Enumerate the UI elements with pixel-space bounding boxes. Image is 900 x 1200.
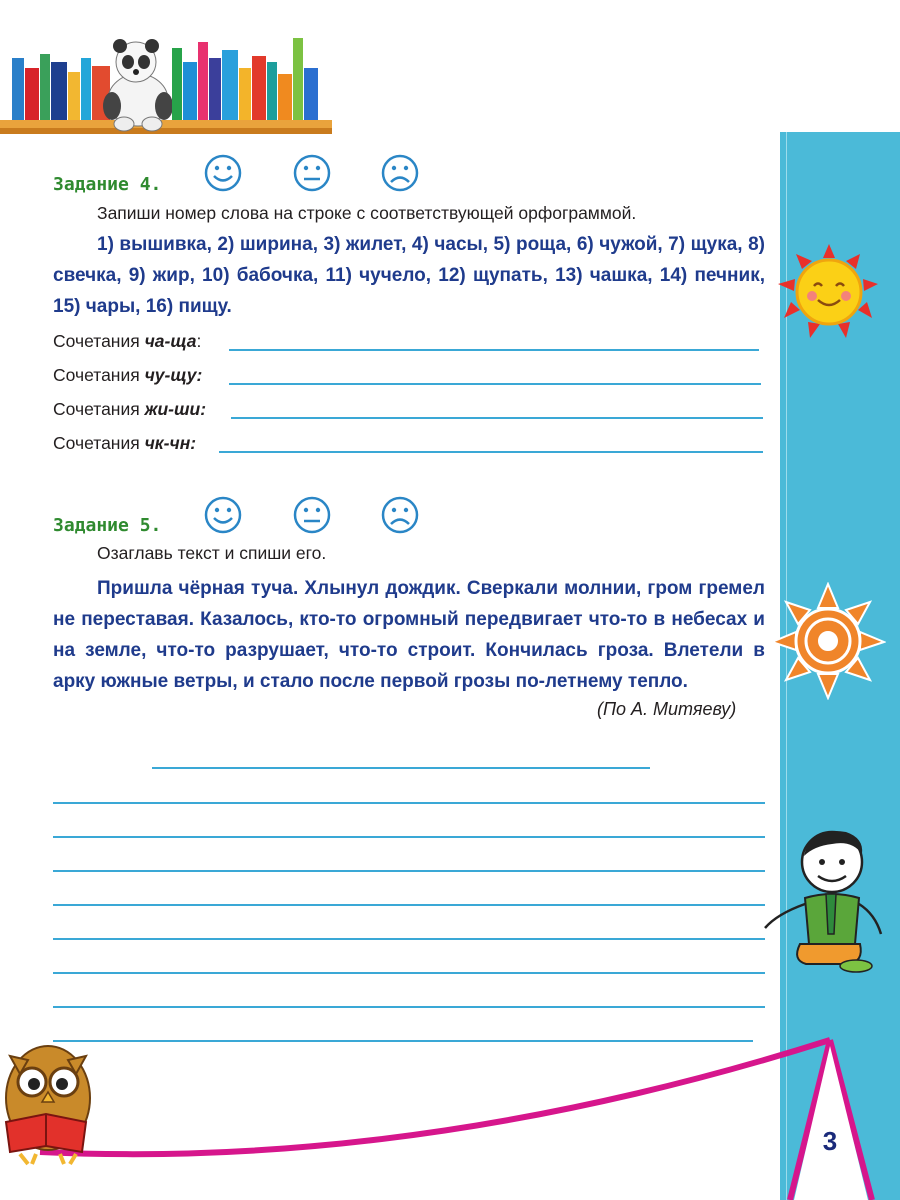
sad-face-icon[interactable]: [380, 495, 420, 535]
writing-line[interactable]: [53, 904, 765, 906]
task-5-text: Пришла чёрная туча. Хлынул дождик. Сверкали молнии, гром гремел не переставая. Казалось, кто-то огромный передвигает что-то в небесах и на земле, что-то разрушает, что-то строит. Кончилась гроза. Влетели в арку южные ветры, и стало после первой грозы по-летнему тепло.: [53, 578, 765, 692]
combination-prefix: Сочетания: [53, 399, 145, 419]
title-writing-line[interactable]: [152, 767, 650, 769]
task-4-word-list: 1) вышивка, 2) ширина, 3) жилет, 4) часы, 5) роща, 6) чужой, 7) щука, 8) свечка, 9) жир, 10) бабочка, 11) чучело, 12) щупать, 13) чашка, 14) печник, 15) чары, 16) пищу.: [53, 234, 765, 317]
answer-line-chu-schu[interactable]: [229, 383, 761, 385]
neutral-face-icon[interactable]: [292, 153, 332, 193]
task-5-instruction: Озаглавь текст и спиши его.: [97, 543, 327, 563]
page-number: 3: [822, 1126, 838, 1156]
writing-line[interactable]: [53, 802, 765, 804]
combination-label-chu-schu: [53, 365, 202, 386]
task-4-title: Задание 4.: [53, 174, 162, 195]
boy-illustration: [760, 820, 890, 980]
writing-line[interactable]: [53, 1040, 753, 1042]
task-5-title: Задание 5.: [53, 515, 162, 536]
combination-pattern: жи-ши:: [144, 399, 207, 419]
writing-line[interactable]: [53, 1006, 765, 1008]
writing-line[interactable]: [53, 870, 765, 872]
combination-label-zhi-shi: [53, 399, 206, 420]
writing-line[interactable]: [53, 938, 765, 940]
combination-label-cha-scha: [53, 331, 201, 352]
sad-face-icon[interactable]: [380, 153, 420, 193]
pink-curve-decoration: [0, 1020, 900, 1200]
combination-pattern: чк-чн:: [144, 433, 197, 453]
writing-line[interactable]: [53, 972, 765, 974]
smile-face-icon[interactable]: [203, 495, 243, 535]
combination-pattern: чу-щу:: [144, 365, 203, 385]
combination-prefix: Сочетания: [53, 433, 145, 453]
smiling-sun-illustration: [774, 244, 884, 340]
combination-label-chk-chn: [53, 433, 196, 454]
combination-pattern: ча-ща: [144, 331, 197, 351]
smile-face-icon[interactable]: [203, 153, 243, 193]
combination-prefix: Сочетания: [53, 365, 145, 385]
writing-line[interactable]: [53, 836, 765, 838]
task-5-author: (По А. Митяеву): [597, 699, 737, 719]
owl-reading-illustration: [0, 1036, 110, 1168]
answer-line-chk-chn[interactable]: [219, 451, 763, 453]
bookshelf-illustration: [0, 28, 332, 140]
combination-suffix: :: [196, 331, 202, 351]
orange-sun-illustration: [770, 582, 886, 700]
task-4-instruction: Запиши номер слова на строке с соответствующей орфограммой.: [97, 203, 637, 223]
neutral-face-icon[interactable]: [292, 495, 332, 535]
answer-line-zhi-shi[interactable]: [231, 417, 763, 419]
answer-line-cha-scha[interactable]: [229, 349, 759, 351]
combination-prefix: Сочетания: [53, 331, 145, 351]
